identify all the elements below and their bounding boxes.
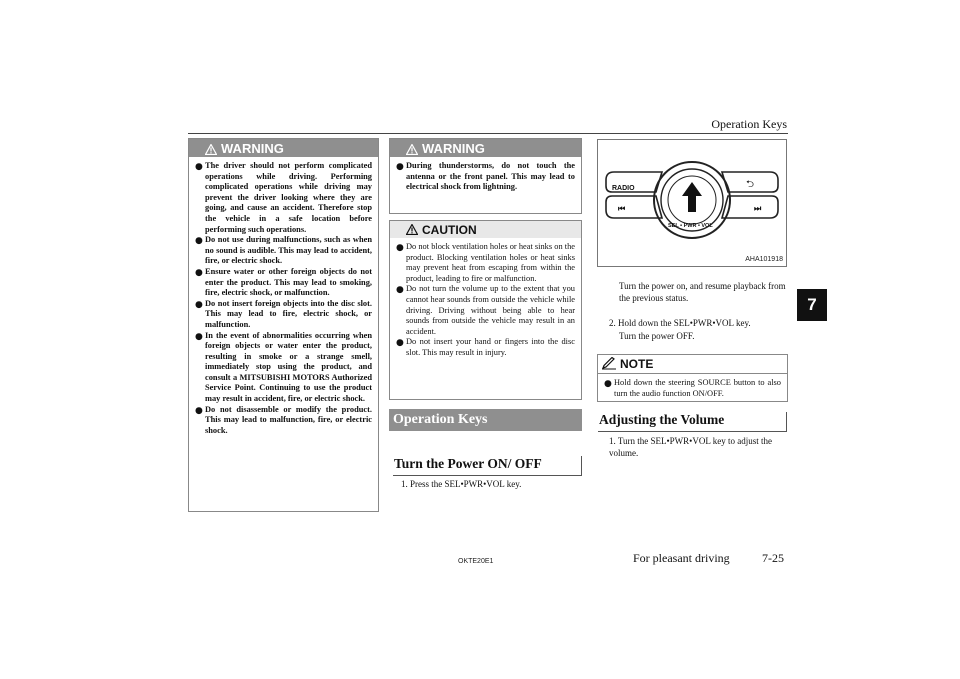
radio-button-label: RADIO <box>612 185 635 192</box>
bullet-icon: ● <box>396 338 404 349</box>
warning-box-1 <box>188 138 379 512</box>
section-heading: Operation Keys <box>389 409 582 431</box>
svg-text:⏭: ⏭ <box>754 204 762 213</box>
bullet-icon: ● <box>604 379 612 389</box>
caution-list <box>390 238 581 363</box>
caution-label: CAUTION <box>422 222 477 237</box>
warning-list-1 <box>189 157 378 440</box>
warning-header-2 <box>390 139 581 157</box>
svg-text:⏮: ⏮ <box>618 204 626 213</box>
caution-header <box>390 221 581 238</box>
bullet-icon: ● <box>396 162 404 172</box>
warning-label-1: WARNING <box>221 140 284 156</box>
bullet-icon: ● <box>195 331 203 342</box>
bullet-icon: ● <box>195 236 203 247</box>
footer-section-name: For pleasant driving <box>633 551 730 565</box>
bullet-icon: ● <box>195 162 203 172</box>
note-label: NOTE <box>620 357 654 371</box>
subsection-heading-volume: Adjusting the Volume <box>598 412 787 432</box>
warning-item: ● The driver should not perform complicated operations while driving. Performing complicated operations while driving may prevent the driver looking where they are going, and cause an accident. Therefore stop the vehicle in a safe location before performing such operations. <box>195 161 372 234</box>
caution-item: ● Do not insert your hand or fingers into the disc slot. This may result in injury. <box>396 337 575 357</box>
step-power-1: 1. Press the SEL•PWR•VOL key. <box>401 479 522 489</box>
chapter-tab: 7 <box>797 289 827 321</box>
note-item: ● Hold down the steering SOURCE button to also turn the audio function ON/OFF. <box>604 378 781 398</box>
note-box <box>597 354 788 402</box>
warning-triangle-icon <box>406 143 418 154</box>
footer-doc-code: OKTE20E1 <box>458 558 494 565</box>
subsection-heading-power: Turn the Power ON/ OFF <box>393 456 582 476</box>
bullet-icon: ● <box>396 285 404 296</box>
note-list <box>598 374 787 403</box>
caution-triangle-icon <box>406 224 418 235</box>
figure-code: AHA101918 <box>745 256 783 263</box>
step-power-2-text: Turn the power OFF. <box>619 331 695 341</box>
warning-item: ● In the event of abnormalities occurring when foreign objects or water enter the product, resulting in smoke or a strange smell, immediately stop using the product, and consult a MITSUBISHI MOTORS Authorized Service Point. Continuing to use the product may result in accident, fire, or electric shock. <box>195 330 372 404</box>
bullet-icon: ● <box>195 267 203 278</box>
caution-item: ● Do not turn the volume up to the extent that you cannot hear sounds from outside the vehicle while driving. Driving without being able to hear sounds from outside the vehicle may result in an accident. <box>396 284 575 336</box>
header-rule <box>188 133 788 134</box>
step-power-2: 2. Hold down the SEL•PWR•VOL key. <box>609 318 751 328</box>
caution-item: ● Do not block ventilation holes or heat sinks on the product. Blocking ventilation holes or heat sinks may prevent heat from escaping from within the product, leading to fire or malfunction. <box>396 242 575 283</box>
warning-item: ● Do not use during malfunctions, such as when no sound is audible. This may lead to accident, fire, or electric shock. <box>195 235 372 266</box>
svg-text:⮌: ⮌ <box>746 179 755 190</box>
warning-label-2: WARNING <box>422 140 485 156</box>
warning-item: ● During thunderstorms, do not touch the antenna or the front panel. This may lead to electrical shock from lightning. <box>396 161 575 192</box>
bullet-icon: ● <box>195 299 203 310</box>
step-volume-1: 1. Turn the SEL•PWR•VOL key to adjust the volume. <box>609 436 772 458</box>
note-header <box>598 355 787 374</box>
caution-box <box>389 220 582 400</box>
bullet-icon: ● <box>396 243 404 253</box>
warning-item: ● Do not insert foreign objects into the disc slot. This may lead to fire, electric shock, or malfunction. <box>195 298 372 329</box>
warning-item: ● Ensure water or other foreign objects do not enter the product. This may lead to smoking, fire, electric shock, or malfunction. <box>195 266 372 298</box>
control-panel-illustration <box>598 140 786 266</box>
warning-triangle-icon <box>205 143 217 154</box>
control-panel-figure <box>597 139 787 267</box>
step-power-1-text: Turn the power on, and resume playback from the previous status. <box>619 281 786 303</box>
warning-box-2 <box>389 138 582 214</box>
warning-header-1 <box>189 139 378 157</box>
warning-list-2 <box>390 157 581 197</box>
bullet-icon: ● <box>195 405 203 416</box>
running-header: Operation Keys <box>711 117 787 131</box>
knob-label: SEL • PWR • VOL <box>668 223 713 229</box>
footer-page-number: 7-25 <box>762 551 784 565</box>
note-pencil-icon <box>601 357 617 373</box>
warning-item: ● Do not disassemble or modify the product. This may lead to malfunction, fire, or electric shock. <box>195 404 372 435</box>
